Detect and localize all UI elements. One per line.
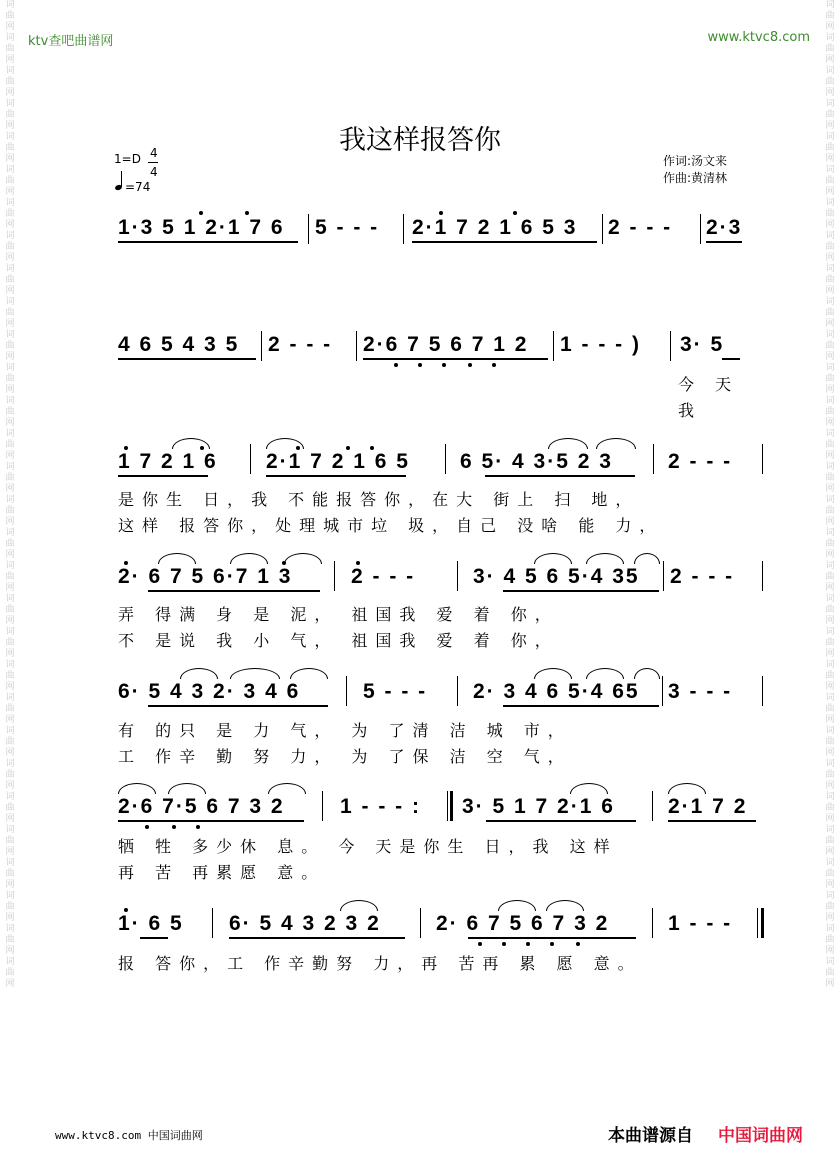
measure: 1· 6 5 xyxy=(118,912,184,935)
measure: 2 - - - xyxy=(670,565,735,588)
lyric-line: 弄 得满 身 是 泥， 祖国我 爱 着 你， xyxy=(118,605,559,624)
barline xyxy=(457,676,458,706)
beam xyxy=(229,937,405,939)
slur xyxy=(498,900,536,911)
barline xyxy=(322,791,323,821)
lyric-line: 不 是说 我 小 气， 祖国我 爱 着 你， xyxy=(118,631,559,650)
slur xyxy=(570,783,608,794)
measure: 1 7 2 1 6 xyxy=(118,450,218,473)
measure: 2 - - - xyxy=(608,216,673,239)
measure: 1 - - - xyxy=(668,912,733,935)
measure: 2 - - - xyxy=(268,333,333,356)
repeat-barline xyxy=(450,791,453,821)
measure: 2·1 7 2 xyxy=(668,795,748,818)
measure: 1 - - - : xyxy=(340,795,421,818)
measure: 2· 3 4 6 5·4 65 xyxy=(473,680,640,703)
slur xyxy=(172,438,210,449)
barline xyxy=(553,331,554,361)
barline xyxy=(652,791,653,821)
slur xyxy=(596,438,636,449)
slur xyxy=(290,668,328,679)
octave-dot xyxy=(418,363,422,367)
header-right-link[interactable]: www.ktvc8.com xyxy=(707,30,810,45)
slur xyxy=(168,783,206,794)
octave-dot xyxy=(200,446,204,450)
source-name-link[interactable]: 中国词曲网 xyxy=(718,1126,803,1146)
barline xyxy=(670,331,671,361)
measure: 5 - - - xyxy=(363,680,428,703)
measure: 2· 6 7 5 6·7 1 3 xyxy=(118,565,293,588)
final-barline-thick xyxy=(761,908,764,938)
slur xyxy=(118,783,156,794)
barline xyxy=(420,908,421,938)
barline xyxy=(762,676,763,706)
header-left-link[interactable]: ktv查吧曲谱网 xyxy=(28,34,114,49)
barline xyxy=(403,214,404,244)
octave-dot xyxy=(576,942,580,946)
slur xyxy=(230,553,268,564)
slur xyxy=(230,668,280,679)
lyric-line: 是你生 日，我 不能报答你，在大 街上 扫 地， xyxy=(118,490,640,509)
barline xyxy=(346,676,347,706)
footer-left-link[interactable]: www.ktvc8.com 中国词曲网 xyxy=(55,1129,203,1142)
beam xyxy=(668,820,756,822)
barline xyxy=(602,214,603,244)
octave-dot xyxy=(442,363,446,367)
beam xyxy=(722,358,740,360)
lyric-line: 再 苦 再累愿 意。 xyxy=(118,863,326,882)
octave-dot xyxy=(478,942,482,946)
octave-dot xyxy=(513,211,517,215)
time-sig-top: 4 xyxy=(150,146,158,160)
slur xyxy=(180,668,218,679)
octave-dot xyxy=(439,211,443,215)
slur xyxy=(634,553,660,564)
measure: 2· 6 7 5 6 7 3 2 xyxy=(436,912,610,935)
beam xyxy=(485,475,635,477)
composer: 作曲:黄清林 xyxy=(663,171,728,185)
barline xyxy=(445,444,446,474)
measure: 2 - - - xyxy=(351,565,416,588)
barline xyxy=(663,561,664,591)
slur xyxy=(534,668,572,679)
song-title: 我这样报答你 xyxy=(339,125,501,156)
lyricist: 作词:汤文来 xyxy=(663,154,728,168)
measure: 1·3 5 1 2·1 7 6 xyxy=(118,216,285,239)
barline xyxy=(662,676,663,706)
barline xyxy=(700,214,701,244)
octave-dot xyxy=(394,363,398,367)
slur xyxy=(668,783,706,794)
barline xyxy=(356,331,357,361)
octave-dot xyxy=(550,942,554,946)
measure: 2·6 7 5 6 7 1 2 xyxy=(363,333,529,356)
barline xyxy=(261,331,262,361)
beam xyxy=(486,820,636,822)
beam xyxy=(266,475,406,477)
barline xyxy=(212,908,213,938)
beam xyxy=(503,705,659,707)
slur xyxy=(340,900,378,911)
beam xyxy=(503,590,659,592)
left-watermark: 词曲网词曲网词曲网词曲网词曲网词曲网词曲网词曲网词曲网词曲网词曲网词曲网词曲网词曲网词曲网词曲网词曲网词曲网词曲网词曲网词曲网词曲网词曲网词曲网词曲网词曲网词曲网词曲网词曲网词曲网 xyxy=(5,0,15,989)
octave-dot xyxy=(124,908,128,912)
measure: 2 - - - xyxy=(668,450,733,473)
measure: 3 - - - xyxy=(668,680,733,703)
barline xyxy=(334,561,335,591)
octave-dot xyxy=(492,363,496,367)
beam xyxy=(412,241,597,243)
beam xyxy=(118,475,208,477)
beam xyxy=(118,358,256,360)
measure: 3· 5 1 7 2·1 6 xyxy=(462,795,615,818)
beam xyxy=(118,241,298,243)
slur xyxy=(634,668,660,679)
measure: 2·6 7·5 6 7 3 2 xyxy=(118,795,285,818)
right-watermark: 词曲网词曲网词曲网词曲网词曲网词曲网词曲网词曲网词曲网词曲网词曲网词曲网词曲网词曲网词曲网词曲网词曲网词曲网词曲网词曲网词曲网词曲网词曲网词曲网词曲网词曲网词曲网词曲网词曲网词曲网 xyxy=(825,0,835,989)
time-sig-bottom: 4 xyxy=(150,165,158,179)
beam xyxy=(148,590,320,592)
measure: 1 - - - ) xyxy=(560,333,641,356)
slur xyxy=(586,553,624,564)
octave-dot xyxy=(282,561,286,565)
barline xyxy=(652,908,653,938)
beam xyxy=(706,241,742,243)
barline xyxy=(653,444,654,474)
lyric-line: 工 作辛 勤 努 力， 为 了保 洁 空 气， xyxy=(118,747,572,766)
octave-dot xyxy=(296,446,300,450)
measure: 4 6 5 4 3 5 xyxy=(118,333,240,356)
beam xyxy=(140,937,168,939)
lyric-line: 牺 牲 多少休 息。 今 天是你生 日，我 这样 xyxy=(118,837,618,856)
time-sig-line xyxy=(148,162,158,163)
barline xyxy=(308,214,309,244)
slur xyxy=(158,553,196,564)
octave-dot xyxy=(145,825,149,829)
beam xyxy=(148,705,328,707)
measure: 6 5· 4 3·5 2 3 xyxy=(460,450,613,473)
lyric-line: 有 的只 是 力 气， 为 了清 洁 城 市， xyxy=(118,721,572,740)
lyric-line: 报 答你，工 作辛勤努 力，再 苦再 累 愿 意。 xyxy=(118,954,642,973)
octave-dot xyxy=(346,446,350,450)
measure: 2·3 xyxy=(706,216,743,239)
slur xyxy=(586,668,624,679)
barline xyxy=(457,561,458,591)
measure: 2·1 7 2 1 6 5 xyxy=(266,450,410,473)
barline xyxy=(250,444,251,474)
barline xyxy=(447,791,448,821)
key-signature: 1=D xyxy=(114,152,141,166)
measure: 3· 5 xyxy=(680,333,725,356)
octave-dot xyxy=(526,942,530,946)
measure: 6· 5 4 3 2 3 2 xyxy=(229,912,381,935)
slur xyxy=(534,553,572,564)
lyric-line: 今 天 xyxy=(678,375,740,394)
slur xyxy=(268,783,306,794)
octave-dot xyxy=(199,211,203,215)
slur xyxy=(548,438,588,449)
note-stem xyxy=(121,171,122,187)
octave-dot xyxy=(468,363,472,367)
octave-dot xyxy=(502,942,506,946)
measure: 5 - - - xyxy=(315,216,380,239)
beam xyxy=(363,358,548,360)
measure: 3· 4 5 6 5·4 35 xyxy=(473,565,640,588)
measure: 2·1 7 2 1 6 5 3 xyxy=(412,216,578,239)
octave-dot xyxy=(196,825,200,829)
measure: 6· 5 4 3 2· 3 4 6 xyxy=(118,680,301,703)
octave-dot xyxy=(245,211,249,215)
octave-dot xyxy=(370,446,374,450)
octave-dot xyxy=(124,561,128,565)
barline xyxy=(762,561,763,591)
octave-dot xyxy=(172,825,176,829)
beam xyxy=(118,820,304,822)
octave-dot xyxy=(356,561,360,565)
slur xyxy=(284,553,322,564)
source-label: 本曲谱源自 xyxy=(608,1126,693,1146)
slur xyxy=(546,900,584,911)
lyric-line: 这样 报答你，处理城市垃 圾，自己 没啥 能 力， xyxy=(118,516,664,535)
beam xyxy=(468,937,636,939)
octave-dot xyxy=(124,446,128,450)
lyric-line: 我 xyxy=(678,401,703,420)
barline xyxy=(762,444,763,474)
tempo: =74 xyxy=(125,180,151,194)
final-barline-thin xyxy=(757,908,758,938)
